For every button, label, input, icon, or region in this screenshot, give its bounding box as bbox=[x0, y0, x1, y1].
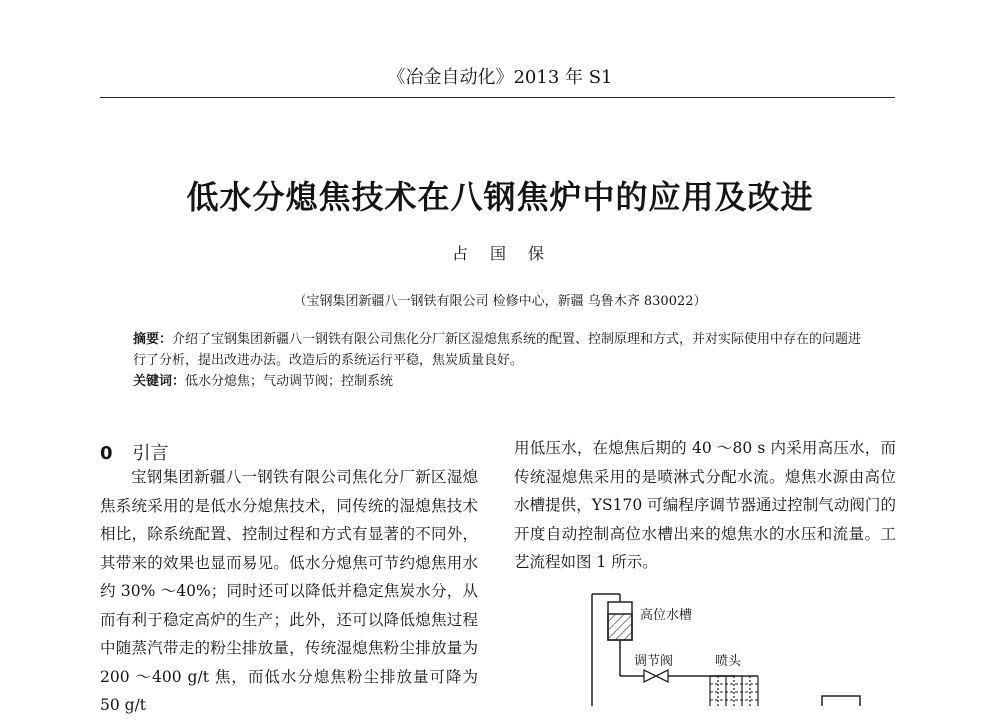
abstract-block bbox=[133, 329, 868, 392]
section-number: 0 bbox=[100, 443, 113, 464]
tank-water-fill bbox=[608, 614, 632, 640]
nozzle-label: 喷头 bbox=[715, 654, 742, 669]
keywords-text: 低水分熄焦；气动调节阀；控制系统 bbox=[185, 374, 394, 389]
nozzle-array bbox=[710, 676, 758, 706]
process-flow-figure bbox=[560, 576, 890, 706]
abstract-text: 介绍了宝钢集团新疆八一钢铁有限公司焦化分厂新区湿熄焦系统的配置、控制原理和方式，并对实际使用中存在的问题进行了分析，提出改进办法。改造后的系统运行平稳，焦炭质量良好。 bbox=[133, 332, 862, 368]
paper-title: 低水分熄焦技术在八钢焦炉中的应用及改进 bbox=[186, 178, 814, 216]
body-paragraph: 用低压水，在熄焦后期的 40 ～80 s 内采用高压水，而传统湿熄焦采用的是喷淋式分配水流。熄焦水源由高位水槽提供，YS170 可编程序调节器通过控制气动阀门的开度自动控制高位水槽出来的熄焦水的水压和流量。工艺流程如图 1 所示。 bbox=[514, 439, 896, 571]
affiliation: （宝钢集团新疆八一钢铁有限公司 检修中心，新疆 乌鲁木齐 830022） bbox=[293, 294, 707, 309]
keywords-label: 关键词： bbox=[133, 374, 186, 389]
regulating-valve bbox=[644, 670, 656, 682]
abstract-label: 摘要： bbox=[133, 332, 173, 347]
section-heading bbox=[100, 439, 169, 465]
author: 占国保 bbox=[451, 244, 566, 263]
header-rule bbox=[100, 97, 895, 98]
body-paragraph: 宝钢集团新疆八一钢铁有限公司焦化分厂新区湿熄焦系统采用的是低水分熄焦技术，同传统的湿熄焦技术相比，除系统配置、控制过程和方式有显著的不同外，其带来的效果也显而易见。低水分熄焦可节约熄焦用水约 30% ～40%；同时还可以降低并稳定焦炭水分，从而有利于稳定高炉的生产；此外，还可以降低熄焦过程中随蒸汽带走的粉尘排放量，传统湿熄焦粉尘排放量为 200 ～400 g/t 焦，而低水分熄焦粉尘排放量可降为 50 g/t bbox=[100, 468, 478, 714]
journal-header: 《冶金自动化》2013 年 S1 bbox=[387, 67, 613, 88]
quench-car bbox=[822, 696, 860, 706]
body-column-right bbox=[514, 434, 896, 577]
section-title: 引言 bbox=[132, 443, 169, 464]
tank-label: 高位水槽 bbox=[640, 608, 693, 623]
keywords-paragraph bbox=[133, 371, 868, 392]
body-column-left bbox=[100, 463, 478, 720]
process-flow-diagram bbox=[560, 576, 890, 706]
valve-label: 调节阀 bbox=[634, 654, 674, 669]
abstract-paragraph bbox=[133, 329, 868, 371]
